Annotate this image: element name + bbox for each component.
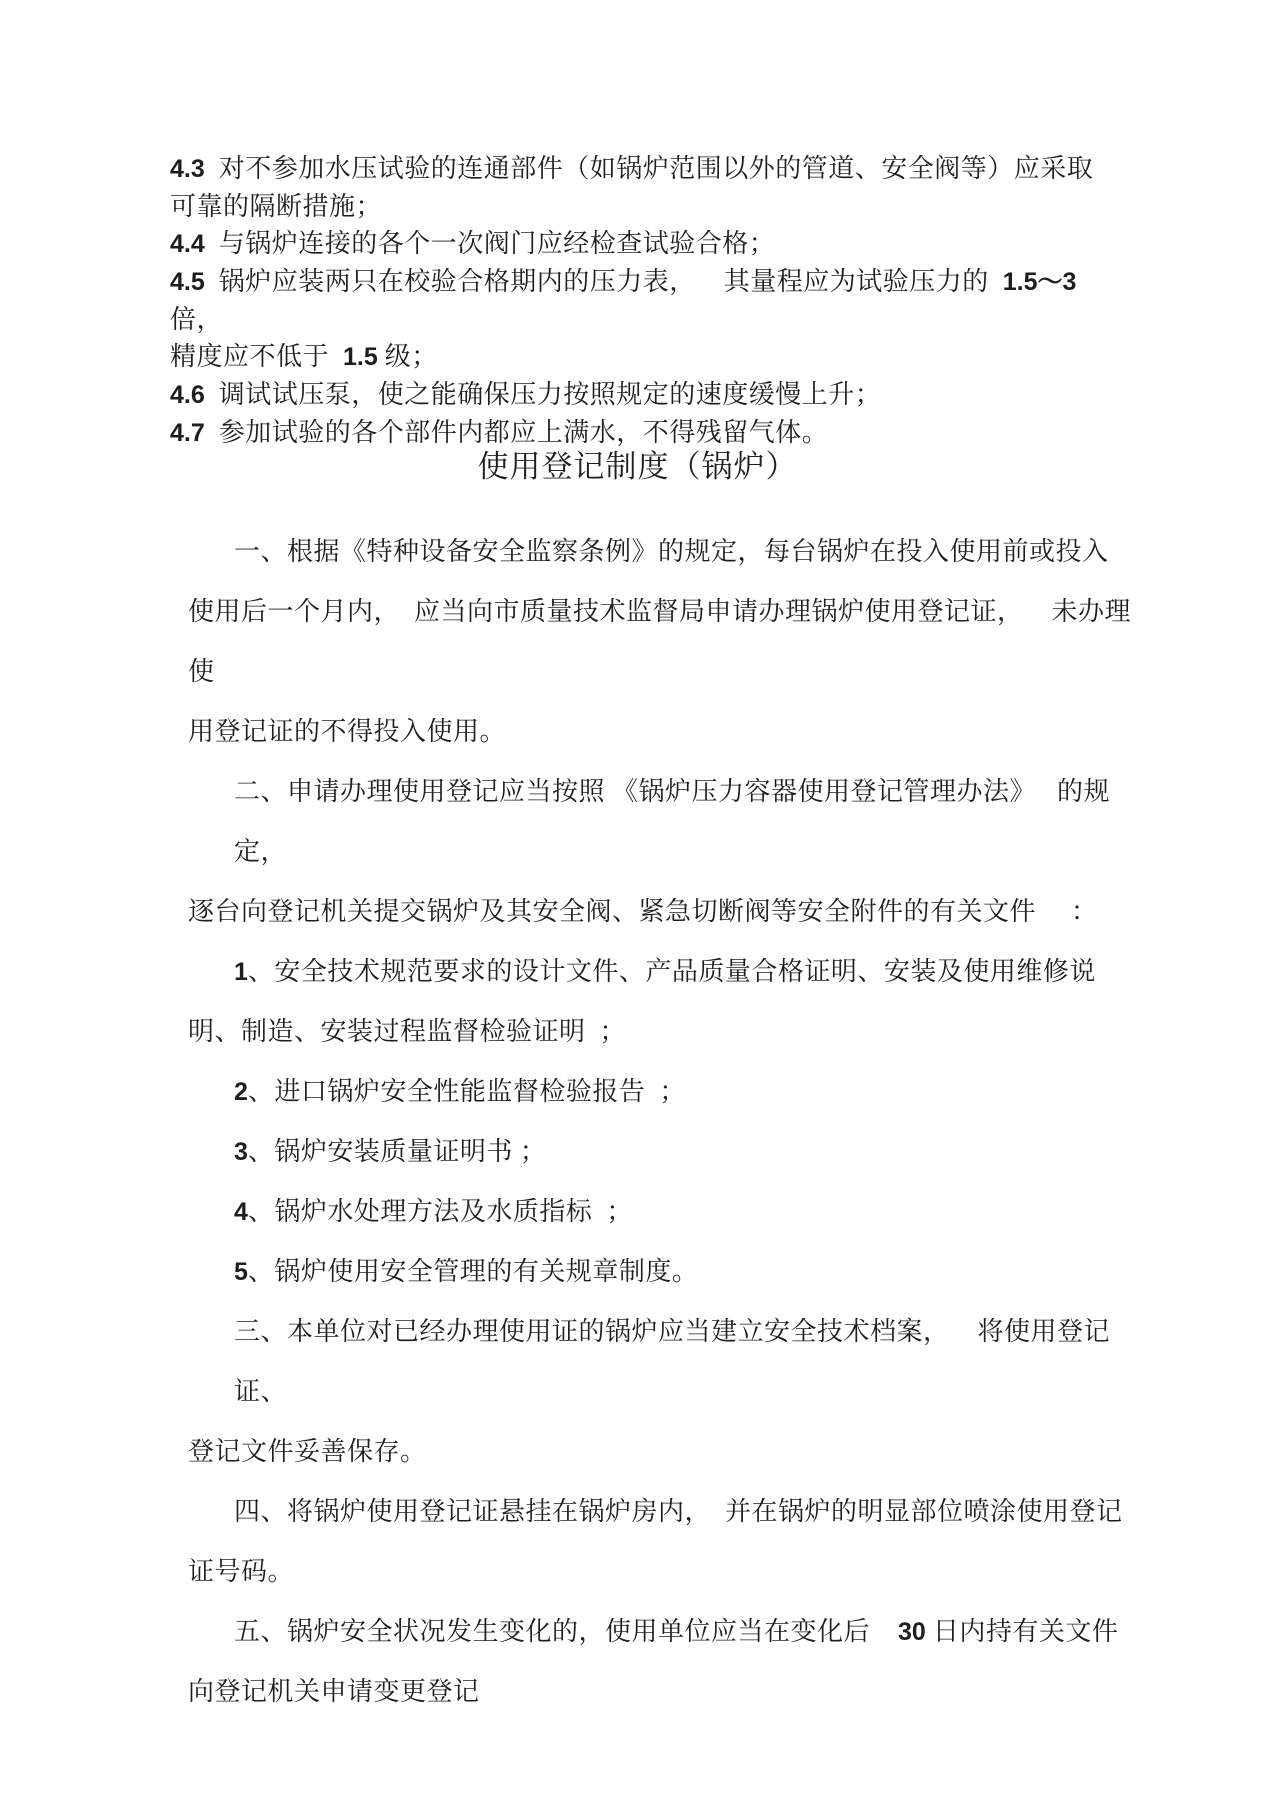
chinese-text: 、锅炉水处理方法及水质指标 ； bbox=[247, 1197, 633, 1226]
clause-line-4-3-cont bbox=[170, 188, 1130, 225]
numeral-text: 4.3 bbox=[170, 155, 205, 183]
chinese-text: 五、锅炉安全状况发生变化的，使用单位应当在变化后 bbox=[234, 1617, 899, 1646]
chinese-text: 使用后一个月内， 应当向市质量技术监督局申请办理锅炉使用登记证， 未办理使 bbox=[188, 597, 1132, 686]
chinese-text: 一、根据《特种设备安全监察条例》的规定，每台锅炉在投入使用前或投入 bbox=[234, 537, 1109, 566]
chinese-text: 锅炉应装两只在校验合格期内的压力表， 其量程应为试验压力的 bbox=[204, 267, 1003, 296]
para-line-item-1 bbox=[188, 942, 1153, 1002]
clause-line-4-4 bbox=[170, 225, 1130, 263]
chinese-text: 精度应不低于 bbox=[170, 342, 344, 371]
numeral-text: 4.5 bbox=[170, 268, 205, 296]
clause-list bbox=[170, 150, 1130, 452]
clause-line-4-6 bbox=[170, 376, 1130, 414]
para-line-15 bbox=[188, 1542, 1153, 1602]
numeral-text: 1.5 bbox=[343, 343, 378, 371]
numeral-text: 1.5～3 bbox=[1002, 268, 1077, 296]
para-line-3 bbox=[188, 702, 1153, 762]
chinese-text: 可靠的隔断措施； bbox=[170, 192, 383, 221]
numeral-text: 4 bbox=[234, 1198, 248, 1226]
para-line-17 bbox=[188, 1662, 1153, 1722]
chinese-text: 四、将锅炉使用登记证悬挂在锅炉房内， 并在锅炉的明显部位喷涂使用登记 bbox=[234, 1497, 1123, 1526]
para-line-14 bbox=[188, 1482, 1153, 1542]
para-line-item-5 bbox=[188, 1242, 1153, 1302]
para-line-5 bbox=[188, 882, 1153, 942]
para-line-item-1-cont bbox=[188, 1002, 1153, 1062]
numeral-text: 4.7 bbox=[170, 419, 205, 447]
chinese-text: 参加试验的各个部件内都应上满水，不得残留气体。 bbox=[204, 418, 829, 447]
numeral-text: 5 bbox=[234, 1258, 248, 1286]
para-line-item-3 bbox=[188, 1122, 1153, 1182]
para-line-16 bbox=[188, 1602, 1153, 1662]
numeral-text: 4.4 bbox=[170, 230, 205, 258]
para-line-4 bbox=[188, 762, 1153, 882]
para-line-1 bbox=[188, 522, 1153, 582]
page-title: 使用登记制度（锅炉） bbox=[477, 449, 798, 484]
para-line-item-2 bbox=[188, 1062, 1153, 1122]
chinese-text: 用登记证的不得投入使用。 bbox=[188, 717, 507, 746]
chinese-text: 、锅炉使用安全管理的有关规章制度。 bbox=[247, 1257, 699, 1286]
numeral-text: 1 bbox=[234, 958, 248, 986]
para-line-item-4 bbox=[188, 1182, 1153, 1242]
chinese-text: 与锅炉连接的各个一次阀门应经检查试验合格； bbox=[204, 229, 776, 258]
chinese-text: 登记文件妥善保存。 bbox=[188, 1437, 427, 1466]
paragraph-list bbox=[188, 522, 1153, 1722]
chinese-text: 对不参加水压试验的连通部件（如锅炉范围以外的管道、安全阀等）应采取 bbox=[204, 154, 1094, 183]
numeral-text: 30 bbox=[898, 1618, 926, 1646]
chinese-text: 、锅炉安装质量证明书 ； bbox=[247, 1137, 547, 1166]
clause-line-4-5-cont bbox=[170, 338, 1130, 376]
numeral-text: 3 bbox=[234, 1138, 248, 1166]
para-line-2 bbox=[188, 582, 1153, 702]
chinese-text: 向登记机关申请变更登记 bbox=[188, 1677, 480, 1706]
chinese-text: 倍， bbox=[170, 267, 1084, 334]
para-line-13 bbox=[188, 1422, 1153, 1482]
clause-line-4-3 bbox=[170, 150, 1130, 188]
chinese-text: 明、制造、安装过程监督检验证明 ； bbox=[188, 1017, 627, 1046]
chinese-text: 调试试压泵，使之能确保压力按照规定的速度缓慢上升； bbox=[204, 380, 882, 409]
chinese-text: 三、本单位对已经办理使用证的锅炉应当建立安全技术档案， 将使用登记证、 bbox=[234, 1317, 1111, 1406]
chinese-text: 日内持有关文件 bbox=[925, 1617, 1119, 1646]
chinese-text: 、安全技术规范要求的设计文件、产品质量合格证明、安装及使用维修说 bbox=[247, 957, 1096, 986]
numeral-text: 4.6 bbox=[170, 381, 205, 409]
chinese-text: 证号码。 bbox=[188, 1557, 295, 1586]
chinese-text: 二、申请办理使用登记应当按照 《锅炉压力容器使用登记管理办法》 的规定， bbox=[234, 777, 1111, 866]
chinese-text: 逐台向登记机关提交锅炉及其安全阀、紧急切断阀等安全附件的有关文件 ： bbox=[188, 897, 1098, 926]
numeral-text: 2 bbox=[234, 1078, 248, 1106]
para-line-12 bbox=[188, 1302, 1153, 1422]
chinese-text: 、进口锅炉安全性能监督检验报告 ； bbox=[247, 1077, 686, 1106]
chinese-text: 级； bbox=[377, 342, 438, 371]
clause-line-4-5 bbox=[170, 263, 1130, 338]
